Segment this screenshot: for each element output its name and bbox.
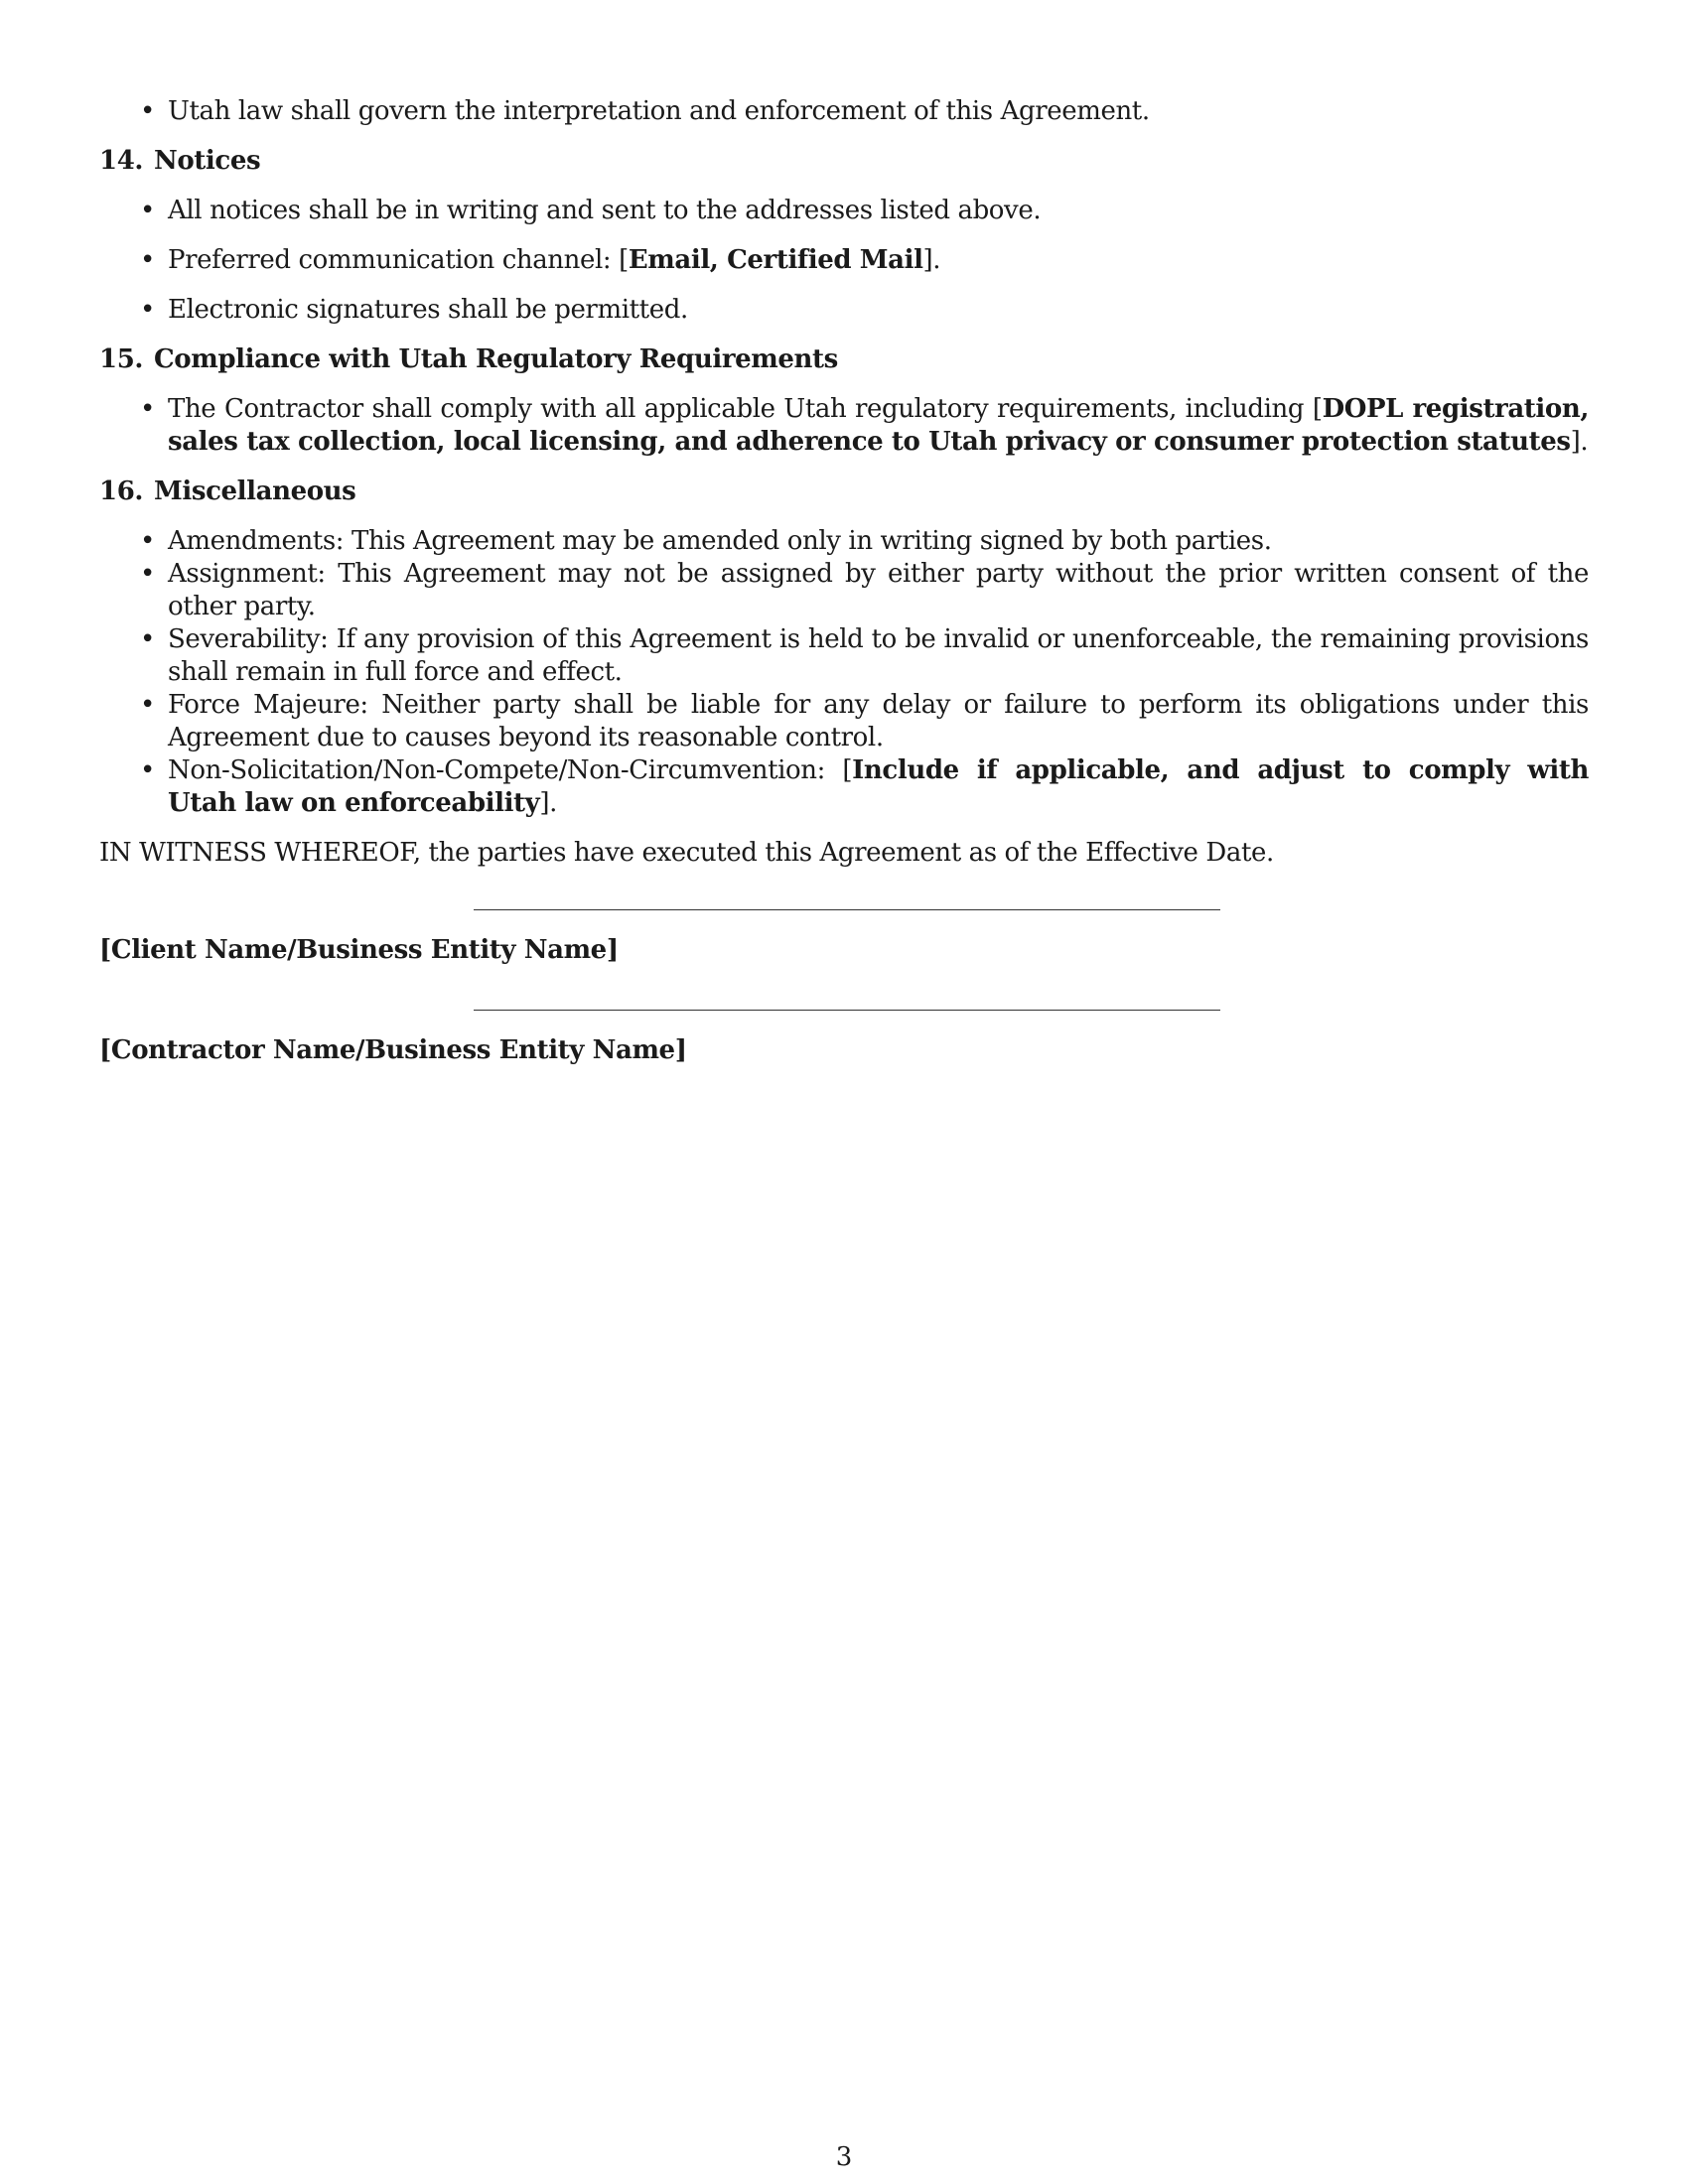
force-majeure-item: • Force Majeure: Neither party shall be liable for any delay or failure to perform its obligations under this Agreement due to causes beyond its reasonable control. [99,689,1589,754]
client-signature-name: [Client Name/Business Entity Name] [99,935,619,965]
severability-item: • Severability: If any provision of this Agreement is held to be invalid or unenforceable, the remaining provisions shall remain in full force and effect. [99,623,1589,689]
client-signature-line [474,909,1220,910]
document-page [99,95,1589,1067]
section-14-heading: 14. Notices [99,146,261,176]
electronic-signatures-item: • Electronic signatures shall be permitted. [99,294,1589,327]
section-14-bullets [99,195,1589,327]
non-solicitation-item: • Non-Solicitation/Non-Compete/Non-Circumvention: [Include if applicable, and adjust to comply with Utah law on enforceability]. [99,754,1589,820]
contractor-signature-line [474,1010,1220,1011]
assignment-item: • Assignment: This Agreement may not be assigned by either party without the prior written consent of the other party. [99,558,1589,623]
witness-statement: IN WITNESS WHEREOF, the parties have executed this Agreement as of the Effective Date. [99,838,1274,868]
regulatory-compliance-item: • The Contractor shall comply with all applicable Utah regulatory requirements, including [DOPL registration, sales tax collection, local licensing, and adherence to Utah privacy or consumer protection statutes]. [99,393,1589,459]
section-16-heading: 16. Miscellaneous [99,477,356,506]
notices-writing-item: • All notices shall be in writing and sent to the addresses listed above. [99,195,1589,227]
communication-channel-item: • Preferred communication channel: [Email, Certified Mail]. [99,244,1589,277]
governing-law-item: • Utah law shall govern the interpretation and enforcement of this Agreement. [99,95,1589,128]
communication-channel-placeholder: Email, Certified Mail [628,245,923,275]
amendments-item: • Amendments: This Agreement may be amended only in writing signed by both parties. [99,525,1589,558]
non-solicitation-placeholder: Include if applicable, and adjust to comply with Utah law on enforceability [168,755,1589,818]
regulatory-placeholder: DOPL registration, sales tax collection, local licensing, and adherence to Utah privacy or consumer protection statutes [168,394,1589,457]
section-13-bullets [99,95,1589,128]
section-15-heading: 15. Compliance with Utah Regulatory Requirements [99,344,838,374]
page-number: 3 [835,2142,853,2172]
contractor-signature-name: [Contractor Name/Business Entity Name] [99,1035,687,1065]
section-15-bullets [99,393,1589,459]
section-16-bullets [99,525,1589,820]
